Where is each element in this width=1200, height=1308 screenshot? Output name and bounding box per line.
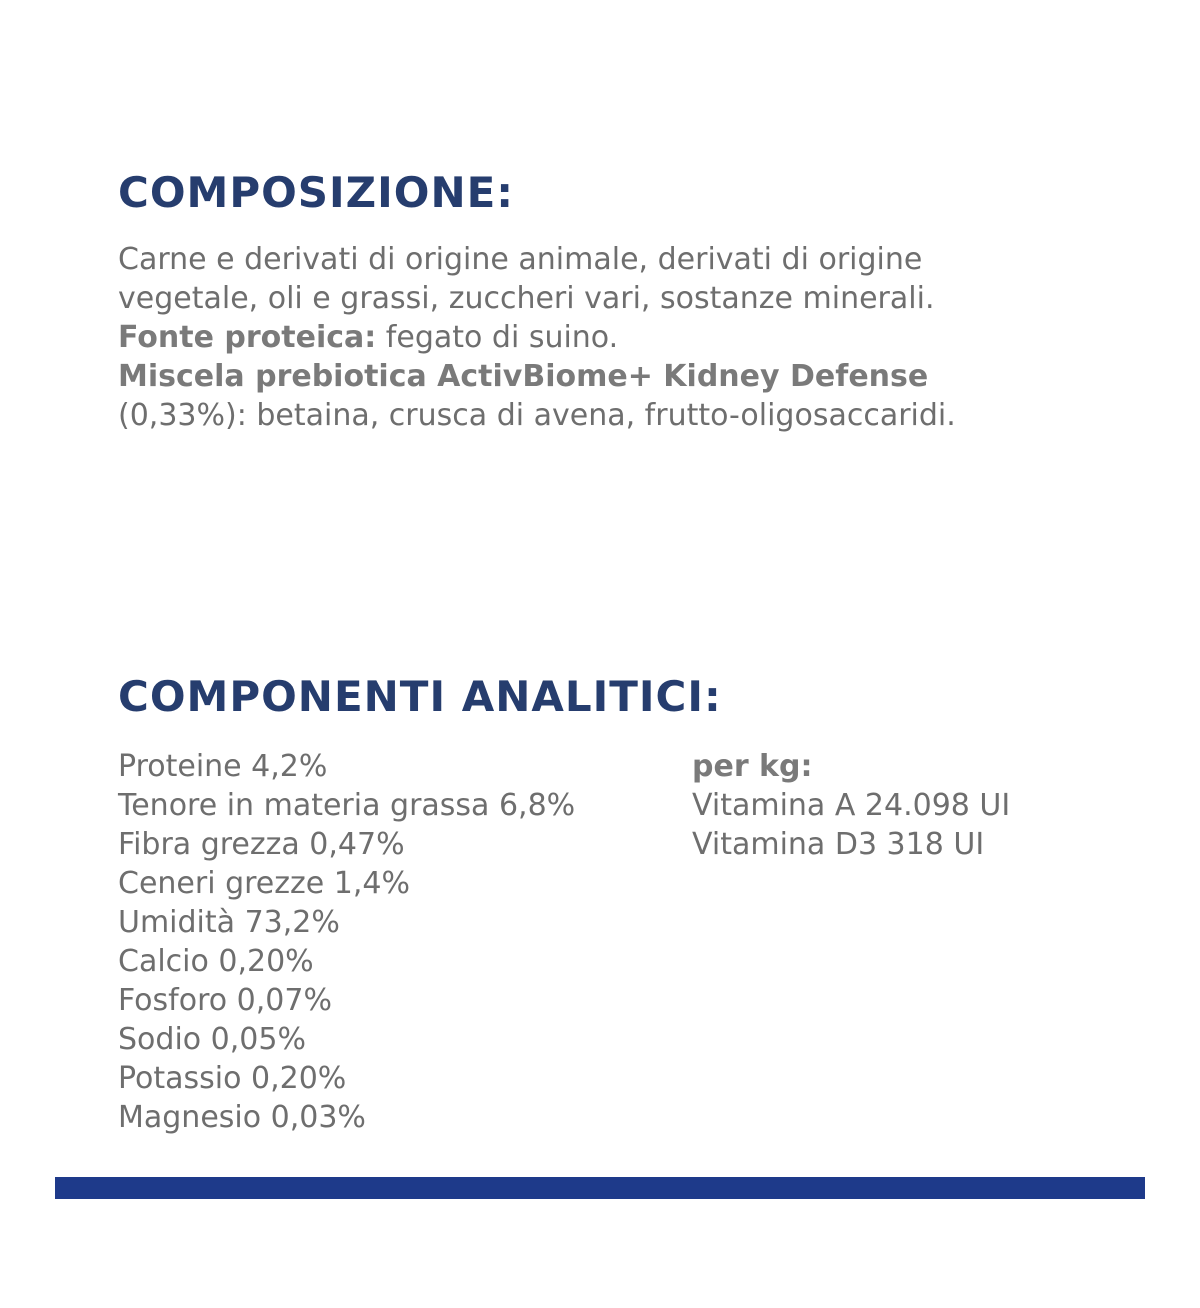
vitamin-item: Vitamina A 24.098 UI (692, 788, 1011, 823)
miscela-value-line: (0,33%): betaina, crusca di avena, frutto-oligosaccaridi. (118, 398, 956, 433)
miscela-prebiotica-label: Miscela prebiotica ActivBiome+ Kidney Defense (118, 359, 929, 394)
analytic-item: Magnesio 0,03% (118, 1100, 366, 1135)
fonte-proteica-label: Fonte proteica: (118, 320, 377, 355)
analytic-item: Ceneri grezze 1,4% (118, 866, 410, 901)
vitamins-per-kg (692, 747, 1010, 864)
fonte-proteica-value: fegato di suino. (376, 320, 619, 355)
composizione-line-1: Carne e derivati di origine animale, derivati di origine (118, 242, 923, 277)
per-kg-label: per kg: (692, 749, 813, 784)
analytic-components-list (118, 747, 575, 1137)
analytic-item: Umidità 73,2% (118, 905, 340, 940)
analytic-item: Potassio 0,20% (118, 1061, 347, 1096)
composizione-line-2: vegetale, oli e grassi, zuccheri vari, sostanze minerali. (118, 281, 935, 316)
analytic-item: Sodio 0,05% (118, 1022, 306, 1057)
composizione-text (118, 240, 1178, 435)
vitamins-list (692, 786, 1010, 864)
fonte-proteica-line (118, 318, 1178, 357)
componenti-analitici-heading: COMPONENTI ANALITICI: (118, 672, 722, 721)
analytic-item: Calcio 0,20% (118, 944, 314, 979)
analytic-item: Fosforo 0,07% (118, 983, 332, 1018)
analytic-item: Fibra grezza 0,47% (118, 827, 405, 862)
vitamin-item: Vitamina D3 318 UI (692, 827, 985, 862)
analytic-item: Tenore in materia grassa 6,8% (118, 788, 576, 823)
bottom-divider-bar (55, 1177, 1145, 1199)
analytic-item: Proteine 4,2% (118, 749, 328, 784)
composizione-heading: COMPOSIZIONE: (118, 168, 515, 217)
miscela-label-line (118, 357, 1178, 396)
